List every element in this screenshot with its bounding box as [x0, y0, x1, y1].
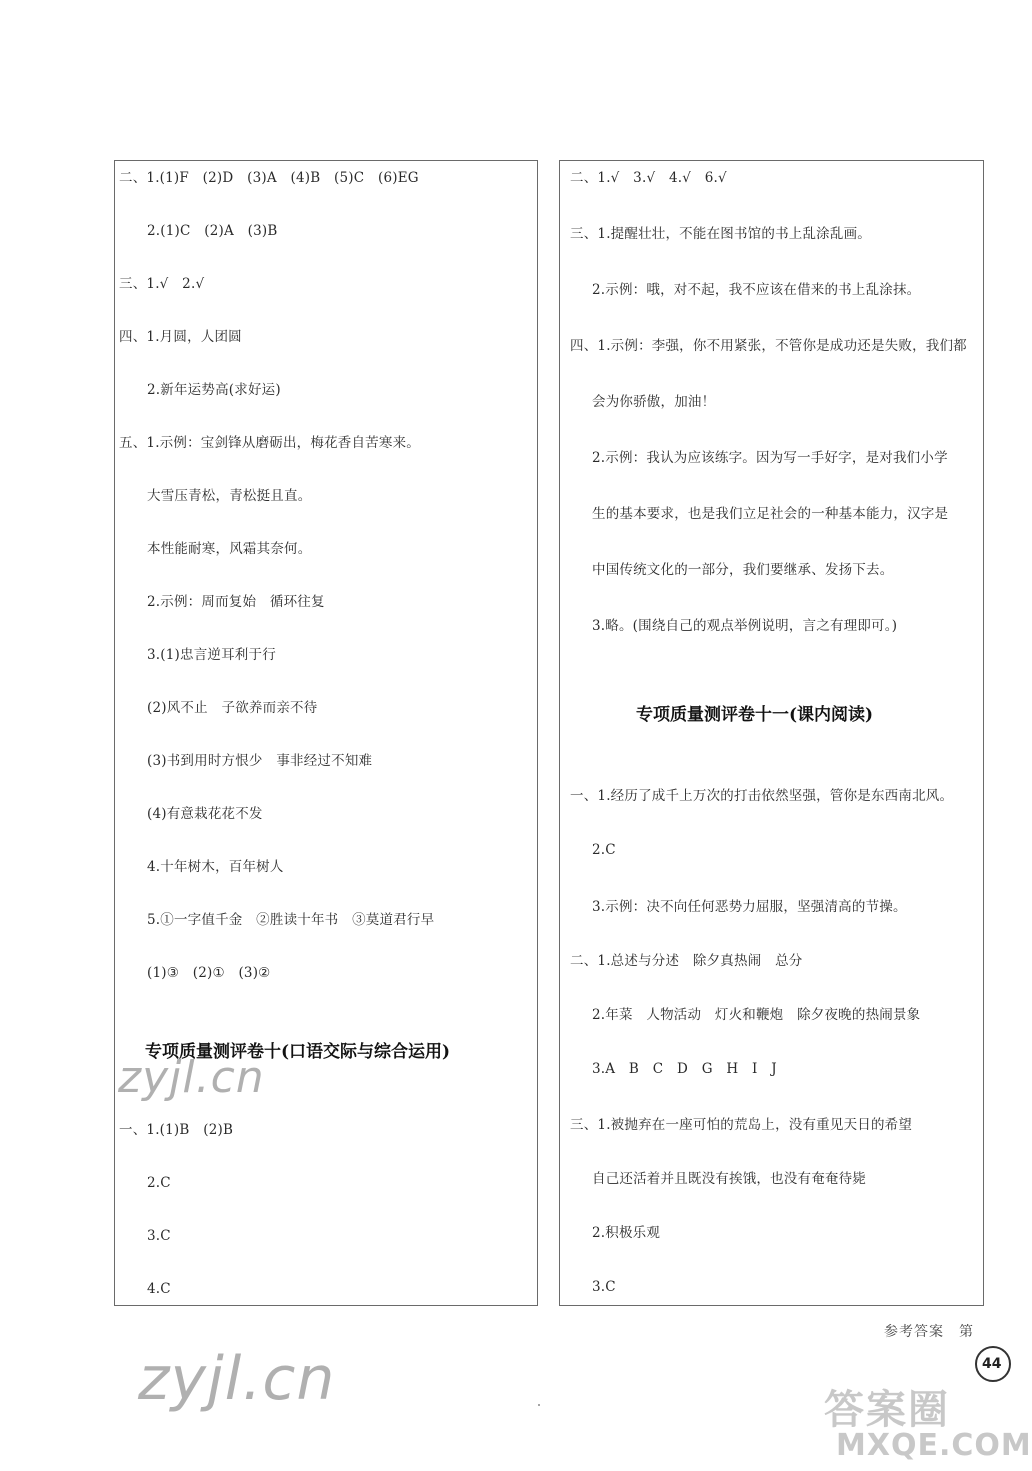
site-logo: 答案圈: [824, 1387, 950, 1433]
answer-line: (1)③ (2)① (3)②: [147, 965, 271, 981]
answer-line: 2.C: [147, 1175, 171, 1191]
answer-line: 三、1.被抛弃在一座可怕的荒岛上，没有重见天日的希望: [570, 1117, 913, 1133]
answer-line: 会为你骄傲，加油！: [592, 394, 716, 410]
answer-line: 3.(1)忠言逆耳利于行: [147, 647, 276, 663]
answer-line: 2.示例：我认为应该练字。因为写一手好字，是对我们小学: [592, 450, 948, 466]
answer-line: 2.示例：哦，对不起，我不应该在借来的书上乱涂抹。: [592, 282, 921, 298]
answer-line: 4.C: [147, 1281, 171, 1297]
answer-column-right: [559, 160, 984, 1306]
site-logo-url: MXQE.COM: [836, 1428, 1032, 1463]
answer-line: 二、1.(1)F (2)D (3)A (4)B (5)C (6)EG: [119, 170, 419, 186]
answer-column-left: [114, 160, 538, 1306]
answer-line: 2.新年运势高(求好运): [147, 382, 281, 398]
answer-line: 3.示例：决不向任何恶势力屈服，坚强清高的节操。: [592, 899, 907, 915]
answer-line: 中国传统文化的一部分，我们要继承、发扬下去。: [592, 562, 894, 578]
answer-line: 一、1.经历了成千上万次的打击依然坚强，管你是东西南北风。: [570, 788, 954, 804]
answer-line: 二、1.总述与分述 除夕真热闹 总分: [570, 953, 803, 969]
answer-line: 3.C: [147, 1228, 171, 1244]
answer-line: (3)书到用时方恨少 事非经过不知难: [147, 753, 373, 769]
answer-line: 大雪压青松，青松挺且直。: [147, 488, 312, 504]
answer-line: 3.A B C D G H I J: [592, 1061, 777, 1077]
answer-line: 2.(1)C (2)A (3)B: [147, 223, 278, 239]
answer-line: 本性能耐寒，风霜其奈何。: [147, 541, 312, 557]
watermark-bottom: zyjl.cn: [138, 1344, 336, 1414]
watermark-mid: zyjl.cn: [118, 1052, 265, 1103]
section-heading: 专项质量测评卷十一(课内阅读): [636, 705, 874, 725]
answer-line: 自己还活着并且既没有挨饿，也没有奄奄待毙: [592, 1171, 866, 1187]
answer-line: 2.C: [592, 842, 616, 858]
answer-line: 四、1.月圆，人团圆: [119, 329, 242, 345]
answer-line: 4.十年树木，百年树人: [147, 859, 284, 875]
answer-line: 五、1.示例：宝剑锋从磨砺出，梅花香自苦寒来。: [119, 435, 420, 451]
section-heading: 专项质量测评卷十(口语交际与综合运用): [145, 1042, 451, 1062]
page-number-badge: 44: [975, 1346, 1011, 1382]
answer-line: 5.①一字值千金 ②胜读十年书 ③莫道君行早: [147, 912, 435, 928]
answer-line: 生的基本要求，也是我们立足社会的一种基本能力，汉字是: [592, 506, 949, 522]
answer-line: 3.略。(围绕自己的观点举例说明，言之有理即可。): [592, 618, 898, 634]
footer-label: 参考答案 第: [884, 1324, 974, 1340]
answer-line: 一、1.(1)B (2)B: [119, 1122, 234, 1138]
answer-line: (2)风不止 子欲养而亲不待: [147, 700, 318, 716]
answer-line: 四、1.示例：李强，你不用紧张，不管你是成功还是失败，我们都: [570, 338, 967, 354]
answer-line: 2.积极乐观: [592, 1225, 661, 1241]
answer-line: (4)有意栽花花不发: [147, 806, 263, 822]
answer-line: 3.C: [592, 1279, 616, 1295]
answer-line: 三、1.提醒壮壮，不能在图书馆的书上乱涂乱画。: [570, 226, 871, 242]
answer-line: 2.年菜 人物活动 灯火和鞭炮 除夕夜晚的热闹景象: [592, 1007, 921, 1023]
answer-line: 2.示例：周而复始 循环往复: [147, 594, 325, 610]
answer-line: 三、1.√ 2.√: [119, 276, 205, 292]
answer-line: 二、1.√ 3.√ 4.√ 6.√: [570, 170, 727, 186]
speck: [538, 1404, 540, 1406]
